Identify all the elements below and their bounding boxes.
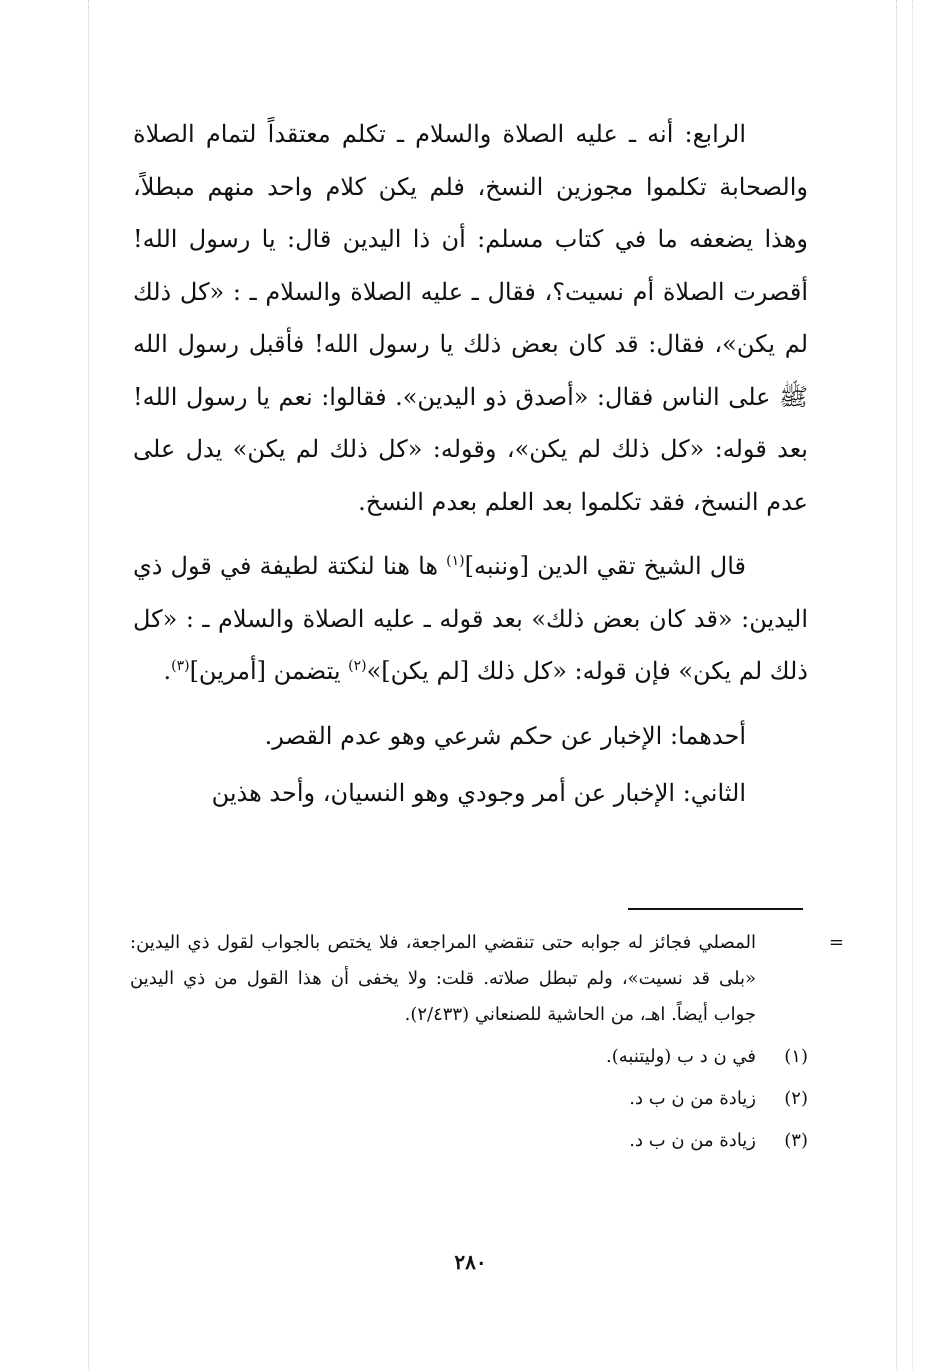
footnote-number: (٣) — [784, 1130, 808, 1151]
footnote-text: في ن د ب (وليتنبه). — [606, 1046, 756, 1067]
footnote-continuation: المصلي فجائز له جوابه حتى تنقضي المراجعة، فلا يختص بالجواب لقول ذي اليدين: «بلى قد نسيت»، ولم تبطل صلاته. قلت: ولا يخفى أن هذا القول من ذي اليدين جواب أيضاً. اهـ، من الحاشية للصنعاني (٢/٤٣٣). — [130, 932, 756, 1025]
paragraph-sheikh-text-d: . — [163, 657, 172, 685]
footnote-text: زيادة من ن ب د. — [629, 1088, 756, 1109]
footnote-ref-1: (١) — [446, 553, 465, 569]
scan-edge-right — [896, 0, 897, 1370]
footnote-item — [130, 1039, 808, 1075]
paragraph-first: أحدهما: الإخبار عن حكم شرعي وهو عدم القصر. — [264, 721, 746, 750]
paragraph-sheikh-taqi — [133, 540, 808, 698]
footnote-item — [130, 1123, 808, 1159]
paragraph-second: الثاني: الإخبار عن أمر وجودي وهو النسيان، وأحد هذين — [211, 779, 746, 807]
main-text — [133, 108, 808, 820]
footnote-text: زيادة من ن ب د. — [629, 1130, 756, 1151]
footnote-number: (٢) — [784, 1088, 808, 1109]
paragraph-sheikh-text-c: يتضمن [أمرين] — [189, 657, 349, 685]
footnote-item — [130, 1081, 808, 1117]
scan-edge-right-outer — [912, 0, 913, 1370]
paragraph-sheikh-text-b: ها هنا لنكتة لطيفة في قول ذي اليدين: «قد كان بعض ذلك» بعد قوله ـ عليه الصلاة والسلام ـ : «كل ذلك لم يكن» فإن قوله: «كل ذلك [لم يكن]» — [133, 552, 808, 685]
paragraph-sheikh-text-a: قال الشيخ تقي الدين [وننبه] — [464, 552, 747, 580]
page-number: ٢٨٠ — [454, 1250, 487, 1274]
footnote-continuation-marker: = — [828, 932, 844, 953]
footnote-separator — [628, 908, 803, 910]
paragraph-fourth: الرابع: أنه ـ عليه الصلاة والسلام ـ تكلم معتقداً لتمام الصلاة والصحابة تكلموا مجوزين النسخ، فلم يكن كلام واحد منهم مبطلاً، وهذا يضعفه ما في كتاب مسلم: أن ذا اليدين قال: يا رسول الله! أقصرت الصلاة أم نسيت؟، فقال ـ عليه الصلاة والسلام ـ : «كل ذلك لم يكن»، فقال: قد كان بعض ذلك يا رسول الله! فأقبل رسول الله ﷺ على الناس فقال: «أصدق ذو اليدين». فقالوا: نعم يا رسول الله! بعد قوله: «كل ذلك لم يكن»، وقوله: «كل ذلك لم يكن» يدل على عدم النسخ، فقد تكلموا بعد العلم بعدم النسخ. — [133, 120, 808, 516]
footnote-ref-2: (٢) — [348, 658, 367, 674]
footnotes — [130, 925, 844, 1159]
footnote-number: (١) — [784, 1046, 808, 1067]
scan-edge-left — [88, 0, 89, 1370]
footnote-ref-3: (٣) — [171, 658, 190, 674]
